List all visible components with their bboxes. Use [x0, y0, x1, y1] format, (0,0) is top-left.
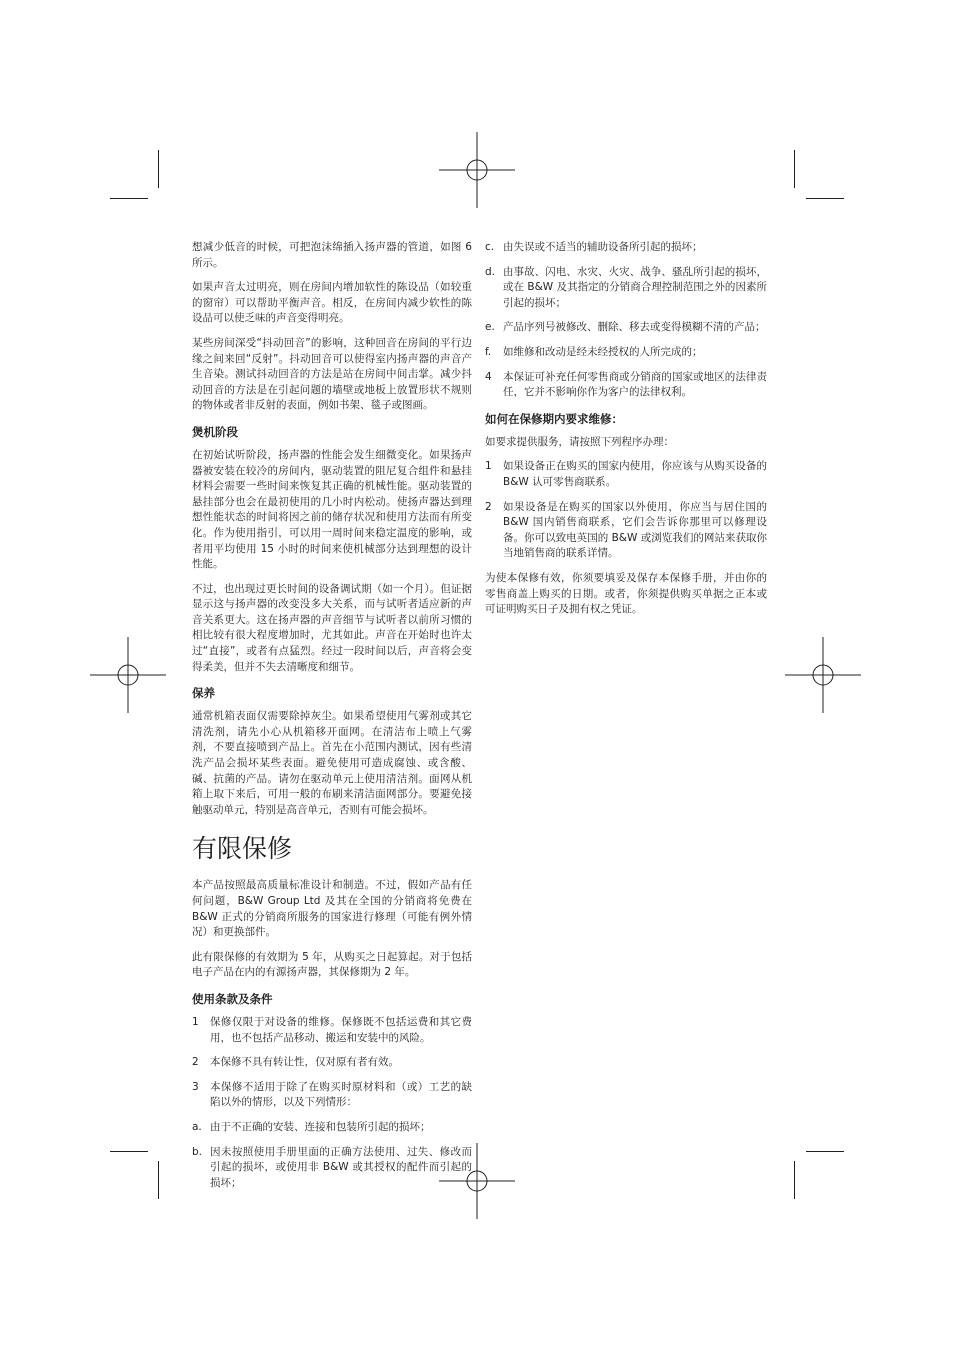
list-item-text: 由事故、闪电、水灾、火灾、战争、骚乱所引起的损坏，或在 B&W 及其指定的分销商合理控制范围之外的因素所引起的损坏； [503, 265, 767, 309]
list-item-number: f. [485, 345, 492, 358]
list-item [192, 1080, 472, 1111]
list-item-text: 本保修不适用于除了在购买时原材料和（或）工艺的缺陷以外的情形，以及下列情形： [210, 1080, 472, 1109]
crop-mark [794, 1161, 795, 1199]
list-item [485, 500, 767, 562]
list-item [485, 265, 767, 312]
list-item [485, 459, 767, 490]
list-item [485, 370, 767, 401]
list-item-number: 2 [485, 500, 492, 513]
list-item-number: c. [485, 241, 495, 253]
list-item-number: d. [485, 265, 496, 278]
section-heading-care: 保养 [192, 686, 215, 701]
list-item-text: 如维修和改动是经未经授权的人所完成的； [503, 345, 703, 358]
list-item [485, 320, 767, 336]
list-item-number: e. [485, 321, 495, 334]
crop-mark [110, 198, 148, 199]
paragraph: 本产品按照最高质量标准设计和制造。不过，假如产品有任何问题，B&W Group Ltd 及其在全国的分销商将免费在 B&W 正式的分销商所服务的国家进行修理（可能有例外情况）和更换部件。 [192, 879, 472, 939]
registration-mark-icon [439, 132, 515, 208]
paragraph: 如果声音太过明亮，则在房间内增加软性的陈设品（如较重的窗帘）可以帮助平衡声音。相反，在房间内减少软性的陈设品可以使乏味的声音变得明亮。 [192, 281, 472, 325]
list-item-number: 2 [192, 1056, 199, 1069]
list-item-number: b. [192, 1145, 203, 1158]
list-item-text: 由于不正确的安装、连接和包装所引起的损坏； [210, 1120, 431, 1133]
paragraph: 如要求提供服务，请按照下列程序办理： [485, 435, 674, 448]
list-item-number: 4 [485, 370, 492, 383]
list-item-text: 本保修不具有转让性，仅对原有者有效。 [210, 1056, 399, 1069]
crop-mark [806, 1151, 844, 1152]
list-item [192, 1055, 472, 1071]
paragraph: 为使本保修有效，你须要填妥及保存本保修手册，并由你的零售商盖上购买的日期。或者，你须提供购买单据之正本或可证明购买日子及拥有权之凭证。 [485, 571, 767, 616]
list-item-text: 由失误或不适当的辅助设备所引起的损坏； [503, 241, 703, 253]
section-heading-terms: 使用条款及条件 [192, 991, 273, 1006]
crop-mark [794, 150, 795, 188]
paragraph: 在初始试听阶段，扬声器的性能会发生细微变化。如果扬声器被安装在较冷的房间内，驱动装置的阻尼复合组件和悬挂材料会需要一些时间来恢复其正确的机械性能。驱动装置的悬挂部分也会在最初使用的几小时内松动。使扬声器达到理想性能状态的时间将因之前的储存状况和使用方法而有所变化。作为使用指引，可以用一周时间来稳定温度的影响，或者用平均使用 15 小时的时间来使机械部分达到理想的设计性能。 [192, 448, 472, 571]
list-item-number: 3 [192, 1080, 199, 1093]
warranty-title: 有限保修 [192, 834, 293, 864]
section-heading-burnin: 煲机阶段 [192, 424, 238, 439]
crop-mark [158, 150, 159, 188]
crop-mark [158, 1161, 159, 1199]
list-item-text: 如果设备是在购买的国家以外使用，你应当与居住国的 B&W 国内销售商联系，它们会告诉你那里可以修理设备。你可以致电英国的 B&W 或浏览我们的网站来获取你当地销售商的联系详情。 [503, 500, 767, 560]
list-item [485, 345, 767, 361]
list-item-text: 如果设备正在购买的国家内使用，你应该与从购买设备的 B&W 认可零售商联系。 [503, 460, 767, 488]
paragraph: 通常机箱表面仅需要除掉灰尘。如果希望使用气雾剂或其它清洗剂，请先小心从机箱移开面网。在清洁布上喷上气雾剂，不要直接喷到产品上。首先在小范围内测试，因有些清洗产品会损坏某些表面。避免使用可造成腐蚀、或含酸、碱、抗菌的产品。请勿在驱动单元上使用清洁剂。面网从机箱上取下来后，可用一般的布刷来清洁面网部分。要避免接触驱动单元，特别是高音单元，否则有可能会损坏。 [192, 710, 472, 816]
list-item-text: 产品序列号被修改、删除、移去或变得模糊不清的产品； [503, 321, 766, 334]
list-item-text: 因未按照使用手册里面的正确方法使用、过失、修改而引起的损坏，或使用非 B&W 或其授权的配件而引起的损坏； [210, 1145, 472, 1189]
paragraph: 某些房间深受“抖动回音”的影响，这种回音在房间的平行边缘之间来回“反射”。抖动回音可以使得室内扬声器的声音产生音染。测试抖动回音的方法是站在房间中间击掌。减少抖动回音的方法是在引起问题的墙壁或地板上放置形状不规则的物体或者非反射的表面，例如书架、毯子或图画。 [192, 336, 472, 412]
left-column [192, 240, 472, 1200]
list-item [192, 1145, 472, 1192]
list-item-text: 保修仅限于对设备的维修。保修既不包括运费和其它费用，也不包括产品移动、搬运和安装中的风险。 [210, 1015, 472, 1044]
right-column [485, 240, 767, 627]
paragraph: 想减少低音的时候，可把泡沫绵插入扬声器的管道，如图 6 所示。 [192, 241, 472, 269]
paragraph: 不过，也出现过更长时间的设备调试期（如一个月）。但证据显示这与扬声器的改变没多大关系，而与试听者适应新的声音关系更大。这在扬声器的声音细节与试听者以前所习惯的相比较有很大程度增加时，尤其如此。声音在开始时也许太过“直接”，或者有点猛烈。经过一段时间以后，声音将会变得柔美，但并不失去清晰度和细节。 [192, 582, 472, 673]
list-item-number: 1 [485, 460, 492, 473]
list-item [192, 1015, 472, 1046]
paragraph: 此有限保修的有效期为 5 年，从购买之日起算起。对于包括电子产品在内的有源扬声器，其保修期为 2 年。 [192, 950, 472, 979]
registration-mark-icon [785, 637, 861, 713]
registration-mark-icon [90, 637, 166, 713]
list-item-number: a. [192, 1120, 202, 1133]
list-item [485, 240, 767, 256]
crop-mark [806, 198, 844, 199]
list-item-number: 1 [192, 1015, 199, 1028]
list-item-text: 本保证可补充任何零售商或分销商的国家或地区的法律责任，它并不影响你作为客户的法律权利。 [503, 370, 767, 399]
section-heading-claim: 如何在保修期内要求维修： [485, 411, 623, 426]
list-item [192, 1120, 472, 1136]
crop-mark [110, 1151, 148, 1152]
